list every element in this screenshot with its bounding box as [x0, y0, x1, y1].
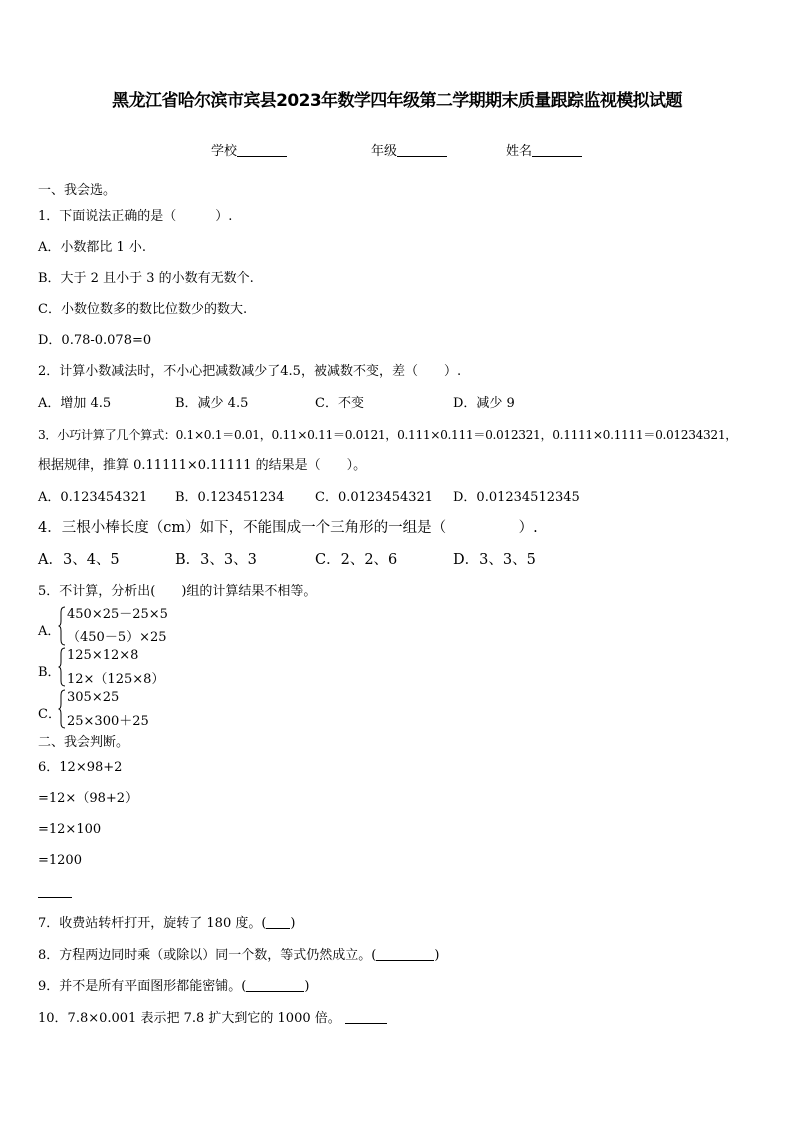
q1-option-d[interactable]: D．0.78-0.078=0: [38, 333, 152, 348]
q4-option-c[interactable]: C．2、2、6: [315, 552, 398, 568]
q3-stem-line1: 3．小巧计算了几个算式：0.1×0.1＝0.01，0.11×0.11＝0.0121，0.111×0.111＝0.012321，0.1111×0.1111＝0.01234321，: [38, 428, 738, 442]
q6-line2: =12×（98+2）: [38, 791, 139, 806]
grade-blank[interactable]: [397, 143, 447, 157]
q5-option-a-line1: 450×25－25×5: [67, 607, 168, 622]
q3-option-c[interactable]: C．0.0123454321: [315, 490, 434, 505]
q9-close: ): [304, 979, 310, 994]
q7-answer-blank[interactable]: [266, 915, 290, 929]
q5-option-c-line1: 305×25: [67, 690, 120, 705]
q10-text: 10．7.8×0.001 表示把 7.8 扩大到它的 1000 倍。: [38, 1011, 341, 1026]
q8-close: ): [434, 948, 440, 963]
name-field: [506, 143, 582, 160]
q9-text: 9．并不是所有平面图形都能密铺。(: [38, 979, 247, 994]
q4-option-b[interactable]: B．3、3、3: [175, 552, 257, 568]
q2-stem: 2．计算小数减法时，不小心把减数减少了4.5，被减数不变，差（ ）.: [38, 364, 462, 379]
q4-stem: 4．三根小棒长度（cm）如下，不能围成一个三角形的一组是（ ）.: [38, 520, 538, 536]
section1-heading: 一、我会选。: [38, 183, 117, 198]
q5-option-b-label[interactable]: B．: [38, 665, 61, 680]
q6-line1: 6．12×98+2: [38, 760, 123, 775]
school-label: 学校: [211, 144, 238, 159]
q6-line3: =12×100: [38, 822, 102, 837]
school-field: [211, 143, 287, 160]
name-label: 姓名: [506, 144, 533, 159]
q3-stem-line2: 根据规律，推算 0.11111×0.11111 的结果是（ ）。: [38, 458, 367, 473]
q8-answer-blank[interactable]: [376, 947, 434, 961]
section2-heading: 二、我会判断。: [38, 735, 130, 750]
page-title: 黑龙江省哈尔滨市宾县2023年数学四年级第二学期期末质量跟踪监视模拟试题: [112, 91, 682, 111]
q1-option-a[interactable]: A．小数都比 1 小.: [38, 240, 147, 255]
q2-option-a[interactable]: A．增加 4.5: [38, 396, 112, 411]
name-blank[interactable]: [532, 143, 582, 157]
q5-option-c-line2: 25×300＋25: [67, 714, 149, 729]
q2-option-d[interactable]: D．减少 9: [453, 396, 515, 411]
q2-option-b[interactable]: B．减少 4.5: [175, 396, 249, 411]
q9-answer-blank[interactable]: [246, 978, 304, 992]
q10-answer-blank[interactable]: [345, 1010, 387, 1024]
q5-option-a-label[interactable]: A．: [38, 624, 61, 639]
q7-text: 7．收费站转杆打开，旋转了 180 度。(: [38, 916, 267, 931]
q8: [38, 947, 439, 964]
q3-option-d[interactable]: D．0.01234512345: [453, 490, 580, 505]
q3-option-a[interactable]: A．0.123454321: [38, 490, 148, 505]
q1-option-c[interactable]: C．小数位数多的数比位数少的数大.: [38, 302, 248, 317]
q1-stem: 1．下面说法正确的是（ ）.: [38, 209, 233, 224]
q10: [38, 1010, 387, 1027]
q5-option-b-line1: 125×12×8: [67, 648, 139, 663]
q6-answer-blank[interactable]: [38, 884, 72, 898]
brace-icon: [58, 606, 66, 646]
q6-line4: =1200: [38, 853, 82, 868]
q8-text: 8．方程两边同时乘（或除以）同一个数，等式仍然成立。(: [38, 948, 377, 963]
q5-option-c-label[interactable]: C．: [38, 707, 61, 722]
q5-option-b-line2: 12×（125×8）: [67, 672, 165, 687]
q4-option-d[interactable]: D．3、3、5: [453, 552, 536, 568]
q9: [38, 978, 309, 995]
q4-option-a[interactable]: A．3、4、5: [38, 552, 120, 568]
school-blank[interactable]: [237, 143, 287, 157]
q3-option-b[interactable]: B．0.123451234: [175, 490, 285, 505]
q2-option-c[interactable]: C．不变: [315, 396, 364, 411]
q5-stem: 5．不计算，分析出( )组的计算结果不相等。: [38, 584, 317, 599]
grade-field: [371, 143, 447, 160]
q6-answer-line[interactable]: [38, 884, 72, 901]
brace-icon: [58, 647, 66, 687]
q1-option-b[interactable]: B．大于 2 且小于 3 的小数有无数个.: [38, 271, 254, 286]
grade-label: 年级: [371, 144, 398, 159]
brace-icon: [58, 689, 66, 729]
q7-close: ): [290, 916, 296, 931]
q5-option-a-line2: （450－5）×25: [67, 630, 167, 645]
q7: [38, 915, 296, 932]
